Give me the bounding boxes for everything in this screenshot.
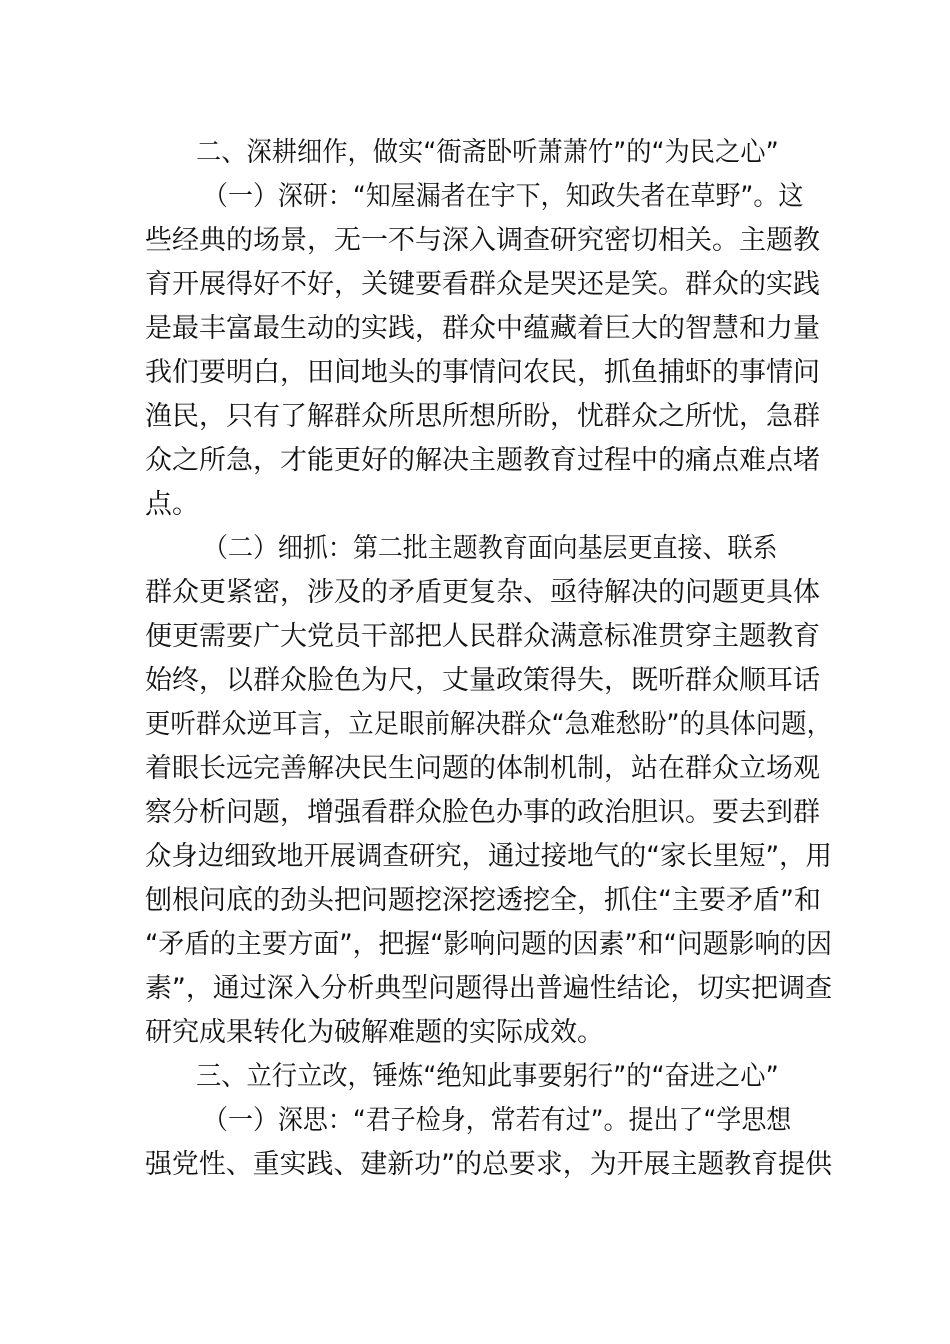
paragraph-line: 育开展得好不好，关键要看群众是哭还是笑。群众的实践: [145, 269, 820, 300]
paragraph-line: 素”，通过深入分析典型问题得出普遍性结论，切实把调查: [145, 973, 833, 1004]
paragraph-line: 着眼长远完善解决民生问题的体制机制，站在群众立场观: [145, 753, 820, 784]
paragraph-line: 研究成果转化为破解难题的实际成效。: [145, 1017, 604, 1048]
paragraph-line: 便更需要广大党员干部把人民群众满意标准贯穿主题教育: [145, 621, 820, 652]
paragraph-line: 更听群众逆耳言，立足眼前解决群众“急难愁盼”的具体问题，: [145, 709, 832, 740]
paragraph-line: “矛盾的主要方面”，把握“影响问题的因素”和“问题影响的因: [145, 929, 832, 960]
paragraph-line: 我们要明白，田间地头的事情问农民，抓鱼捕虾的事情问: [145, 357, 820, 388]
paragraph-line: 众之所急，才能更好的解决主题教育过程中的痛点难点堵: [145, 445, 820, 476]
paragraph-line: 众身边细致地开展调查研究，通过接地气的“家长里短”，用: [145, 841, 832, 872]
paragraph-line: 些经典的场景，无一不与深入调查研究密切相关。主题教: [145, 225, 820, 256]
section-heading-3: 三、立行立改，锤炼“绝知此事要躬行”的“奋进之心”: [196, 1061, 779, 1092]
section-heading-2: 二、深耕细作，做实“衙斋卧听萧萧竹”的“为民之心”: [196, 137, 779, 168]
paragraph-line: 始终，以群众脸色为尺，丈量政策得失，既听群众顺耳话: [145, 665, 820, 696]
paragraph-line: 群众更紧密，涉及的矛盾更复杂、亟待解决的问题更具体: [145, 577, 820, 608]
paragraph-line: 渔民，只有了解群众所思所想所盼，忧群众之所忧，急群: [145, 401, 820, 432]
paragraph-line: 是最丰富最生动的实践，群众中蕴藏着巨大的智慧和力量: [145, 313, 820, 344]
paragraph-line: （一）深研：“知屋漏者在宇下，知政失者在草野”。这: [203, 181, 804, 212]
paragraph-line: 刨根问底的劲头把问题挖深挖透挖全，抓住“主要矛盾”和: [145, 885, 821, 916]
paragraph-line: 强党性、重实践、建新功”的总要求，为开展主题教育提供: [145, 1149, 833, 1180]
paragraph-line: 点。: [145, 489, 199, 520]
paragraph-line: 察分析问题，增强看群众脸色办事的政治胆识。要去到群: [145, 797, 820, 828]
paragraph-line: （二）细抓：第二批主题教育面向基层更直接、联系: [203, 533, 778, 564]
paragraph-line: （一）深思：“君子检身，常若有过”。提出了“学思想: [203, 1105, 792, 1136]
